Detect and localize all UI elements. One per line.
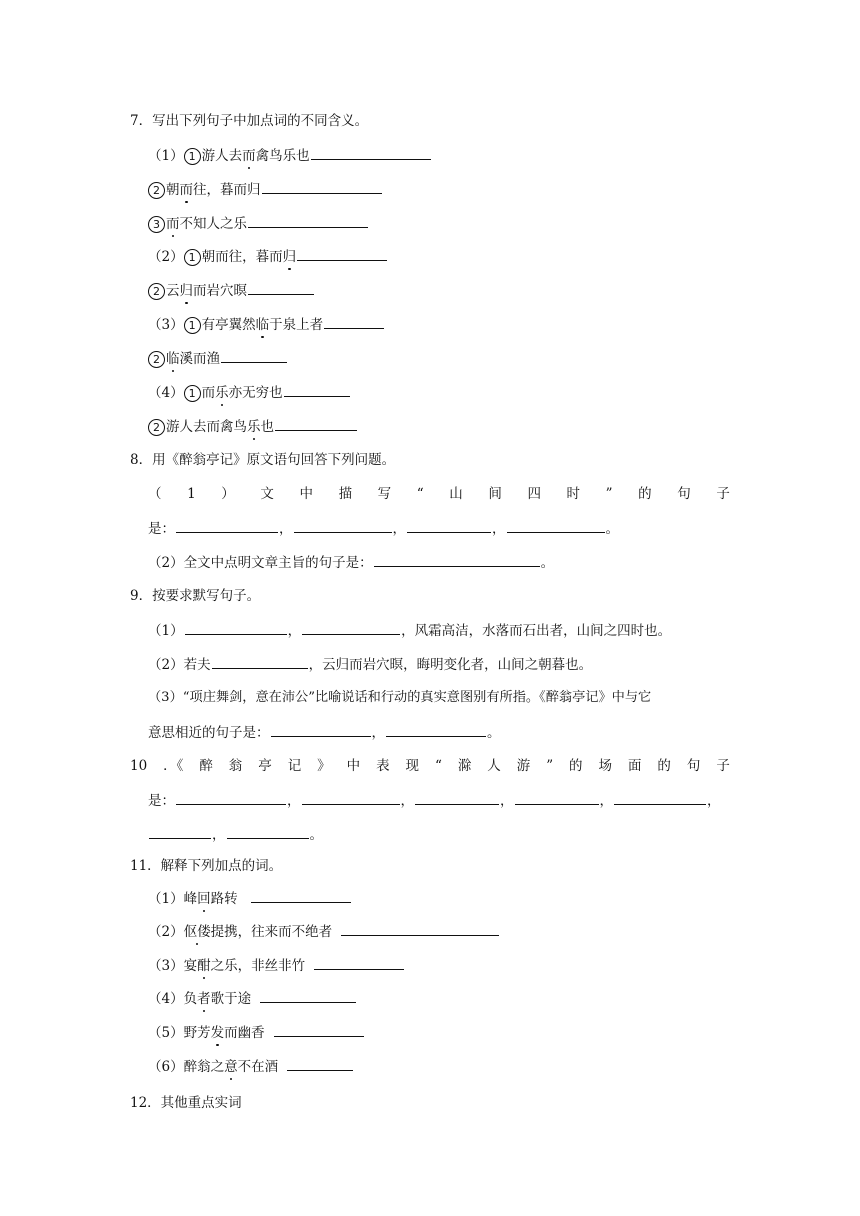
- justified-char: 句: [686, 758, 701, 774]
- text: 亦无穷也: [228, 385, 283, 401]
- period: 。: [605, 521, 619, 537]
- answer-blank[interactable]: [515, 790, 599, 805]
- answer-blank[interactable]: [386, 722, 486, 737]
- q7-1-c: [148, 213, 369, 234]
- answer-blank[interactable]: [294, 518, 392, 533]
- answer-blank[interactable]: [275, 416, 357, 431]
- justified-char: （: [148, 486, 162, 502]
- circled-number: 1: [184, 148, 201, 165]
- justified-char: ”: [546, 758, 554, 774]
- answer-blank[interactable]: [248, 213, 368, 228]
- answer-blank[interactable]: [374, 552, 540, 567]
- sub-number: （4）: [148, 385, 184, 401]
- answer-blank[interactable]: [149, 824, 211, 839]
- q10-justified-line: [130, 756, 730, 776]
- justified-char: 翁: [228, 758, 243, 774]
- justified-char: 场: [598, 758, 612, 774]
- circled-number: 3: [148, 216, 165, 233]
- q8-1-justified-line: [148, 484, 730, 504]
- dotted-word: 而: [242, 148, 256, 164]
- q10-answer-line: [148, 790, 721, 811]
- justified-char: 游: [516, 758, 531, 774]
- dotted-word: 临: [166, 351, 180, 367]
- period: 。: [487, 725, 501, 741]
- answer-blank[interactable]: [297, 246, 387, 261]
- text: 是：: [148, 793, 175, 809]
- justified-char: 句: [677, 486, 691, 502]
- text: 于泉上者: [269, 317, 324, 333]
- text: ，云归而岩穴暝，晦明变化者，山间之朝暮也。: [308, 657, 593, 673]
- q7-2-b: [148, 280, 315, 301]
- answer-blank[interactable]: [262, 179, 382, 194]
- justified-char: 表: [376, 758, 390, 774]
- answer-blank[interactable]: [614, 790, 706, 805]
- justified-char: “: [434, 758, 442, 774]
- text: （2）全文中点明文章主旨的句子是：: [148, 555, 373, 571]
- circled-number: 2: [148, 419, 165, 436]
- answer-blank[interactable]: [287, 1056, 353, 1071]
- q11-title: 11．解释下列加点的词。: [130, 858, 283, 874]
- justified-char: ．《: [163, 758, 184, 774]
- period: 。: [309, 827, 323, 843]
- comma: ，: [400, 793, 414, 809]
- q9-3-line2: [148, 722, 501, 743]
- q8-1-answer-line: [148, 518, 619, 539]
- answer-blank[interactable]: [324, 314, 384, 329]
- text: 而幽香: [224, 1025, 265, 1041]
- text: 路转: [210, 891, 238, 907]
- answer-blank[interactable]: [407, 518, 491, 533]
- text: 不在酒: [237, 1059, 279, 1075]
- justified-char: 描: [338, 486, 353, 502]
- dotted-word: 而: [179, 182, 193, 198]
- justified-char: 亭: [258, 758, 272, 774]
- text: 是：: [148, 521, 175, 537]
- answer-blank[interactable]: [176, 518, 278, 533]
- text: （3）宴: [148, 958, 198, 974]
- answer-blank[interactable]: [284, 382, 350, 397]
- q11-item: [148, 921, 500, 942]
- justified-char: 》: [317, 758, 331, 774]
- q7-1-a: [148, 145, 432, 166]
- justified-char: 10: [130, 758, 148, 774]
- answer-blank[interactable]: [302, 790, 400, 805]
- answer-blank[interactable]: [212, 654, 308, 669]
- period: 。: [540, 555, 555, 571]
- sub-number: （1）: [148, 148, 184, 164]
- comma: ，: [212, 827, 226, 843]
- dotted-word: 伛偻: [183, 924, 211, 940]
- text: （5）野芳: [148, 1025, 211, 1041]
- sub-number: （3）: [148, 317, 184, 333]
- justified-char: 中: [346, 758, 361, 774]
- dotted-word: 发: [210, 1025, 225, 1041]
- text: 意思相近的句子是：: [148, 725, 270, 741]
- dotted-word: 回: [197, 891, 211, 907]
- q11-item: [148, 1022, 365, 1043]
- answer-blank[interactable]: [251, 888, 351, 903]
- text: 而: [201, 385, 216, 401]
- comma: ，: [279, 521, 293, 537]
- text: 溪而渔: [179, 351, 220, 367]
- q9-1: [148, 620, 671, 641]
- text: 歌于途: [210, 991, 252, 1007]
- answer-blank[interactable]: [248, 280, 314, 295]
- sub-number: （2）: [148, 249, 184, 265]
- dotted-word: 意: [224, 1059, 238, 1075]
- circled-number: 1: [184, 385, 201, 402]
- answer-blank[interactable]: [185, 620, 287, 635]
- justified-char: ）: [221, 486, 235, 502]
- dotted-word: 乐: [247, 419, 261, 435]
- dotted-word: 归: [282, 249, 297, 265]
- dotted-word: 者: [197, 991, 211, 1007]
- text: （6）醉翁之: [148, 1059, 225, 1075]
- justified-char: 的: [657, 758, 671, 774]
- answer-blank[interactable]: [314, 955, 404, 970]
- text: ，风霜高洁，水落而石出者，山间之四时也。: [401, 623, 672, 639]
- justified-char: 山: [449, 486, 463, 502]
- q7-2-a: [148, 246, 388, 267]
- justified-char: 面: [627, 758, 642, 774]
- q11-item: [148, 988, 357, 1009]
- text: （2）: [148, 924, 184, 940]
- answer-blank[interactable]: [415, 790, 499, 805]
- comma: ，: [599, 793, 613, 809]
- q9-3-line1: （3）“项庄舞剑，意在沛公”比喻说话和行动的真实意图别有所指。《醉翁亭记》中与它: [148, 690, 652, 705]
- justified-char: 1: [187, 486, 196, 502]
- answer-blank[interactable]: [274, 1022, 364, 1037]
- text: （1）峰: [148, 891, 198, 907]
- answer-blank[interactable]: [260, 988, 356, 1003]
- text: 朝: [166, 182, 180, 198]
- justified-char: 醉: [199, 758, 213, 774]
- circled-number: 2: [148, 182, 165, 199]
- circled-number: 2: [148, 351, 165, 368]
- circled-number: 2: [148, 283, 165, 300]
- answer-blank[interactable]: [341, 921, 499, 936]
- q7-4-b: [148, 416, 358, 437]
- text: （1）: [148, 623, 184, 639]
- justified-char: “: [416, 486, 424, 502]
- q12-title: 12．其他重点实词: [130, 1095, 242, 1111]
- text: （4）负: [148, 991, 198, 1007]
- justified-char: 文: [260, 486, 274, 502]
- q11-item: [148, 1056, 354, 1077]
- q7-3-a: [148, 314, 385, 335]
- justified-char: 间: [488, 486, 502, 502]
- q7-4-a: [148, 382, 351, 403]
- justified-char: 写: [377, 486, 392, 502]
- dotted-word: 酣: [197, 958, 211, 974]
- answer-blank[interactable]: [176, 790, 286, 805]
- text: 禽鸟乐也: [255, 148, 310, 164]
- justified-char: 现: [405, 758, 420, 774]
- comma: ，: [371, 725, 385, 741]
- justified-char: 四: [527, 486, 541, 502]
- justified-char: 记: [287, 758, 302, 774]
- answer-blank[interactable]: [221, 348, 287, 363]
- q7-title: 7．写出下列句子中加点词的不同含义。: [130, 113, 369, 129]
- text: 而岩穴暝: [193, 283, 247, 299]
- justified-char: 子: [716, 758, 730, 774]
- answer-blank[interactable]: [311, 145, 431, 160]
- justified-char: 人: [487, 758, 501, 774]
- text: 云: [166, 283, 180, 299]
- text: 不知人之乐: [179, 216, 247, 232]
- q7-3-b: [148, 348, 288, 369]
- q7-1-b: [148, 179, 383, 200]
- comma: ，: [500, 793, 514, 809]
- comma: ，: [707, 793, 721, 809]
- q9-2: [148, 654, 592, 675]
- justified-char: 子: [716, 486, 730, 502]
- justified-char: ”: [605, 486, 613, 502]
- answer-blank[interactable]: [302, 620, 400, 635]
- justified-char: 滁: [457, 758, 472, 774]
- dotted-word: 归: [179, 283, 193, 299]
- circled-number: 1: [184, 249, 201, 266]
- circled-number: 1: [184, 317, 201, 334]
- dotted-word: 乐: [215, 385, 229, 401]
- text: 游人去而禽鸟: [166, 419, 247, 435]
- comma: ，: [392, 521, 406, 537]
- q10-answer-line-2: [148, 824, 323, 845]
- text: 朝而往，暮而: [201, 249, 283, 265]
- justified-char: 时: [566, 486, 581, 502]
- text: （2）若夫: [148, 657, 211, 673]
- q11-item: [148, 955, 405, 976]
- answer-blank[interactable]: [507, 518, 605, 533]
- q8-title: 8．用《醉翁亭记》原文语句回答下列问题。: [130, 452, 396, 468]
- comma: ，: [287, 793, 301, 809]
- dotted-word: 而: [166, 216, 180, 232]
- text: 有亭翼然: [201, 317, 256, 333]
- comma: ，: [492, 521, 506, 537]
- answer-blank[interactable]: [227, 824, 309, 839]
- justified-char: 的: [638, 486, 652, 502]
- text: 游人去: [201, 148, 243, 164]
- answer-blank[interactable]: [271, 722, 371, 737]
- justified-char: 中: [299, 486, 313, 502]
- justified-char: 的: [569, 758, 583, 774]
- text: 提携，往来而不绝者: [210, 924, 333, 940]
- text: 也: [260, 419, 274, 435]
- dotted-word: 临: [255, 317, 270, 333]
- comma: ，: [287, 623, 302, 639]
- q9-title: 9．按要求默写句子。: [130, 588, 261, 604]
- q8-2: [148, 552, 554, 573]
- text: 之乐，非丝非竹: [210, 958, 306, 974]
- text: 往，暮而归: [193, 182, 261, 198]
- q11-item: [148, 888, 352, 909]
